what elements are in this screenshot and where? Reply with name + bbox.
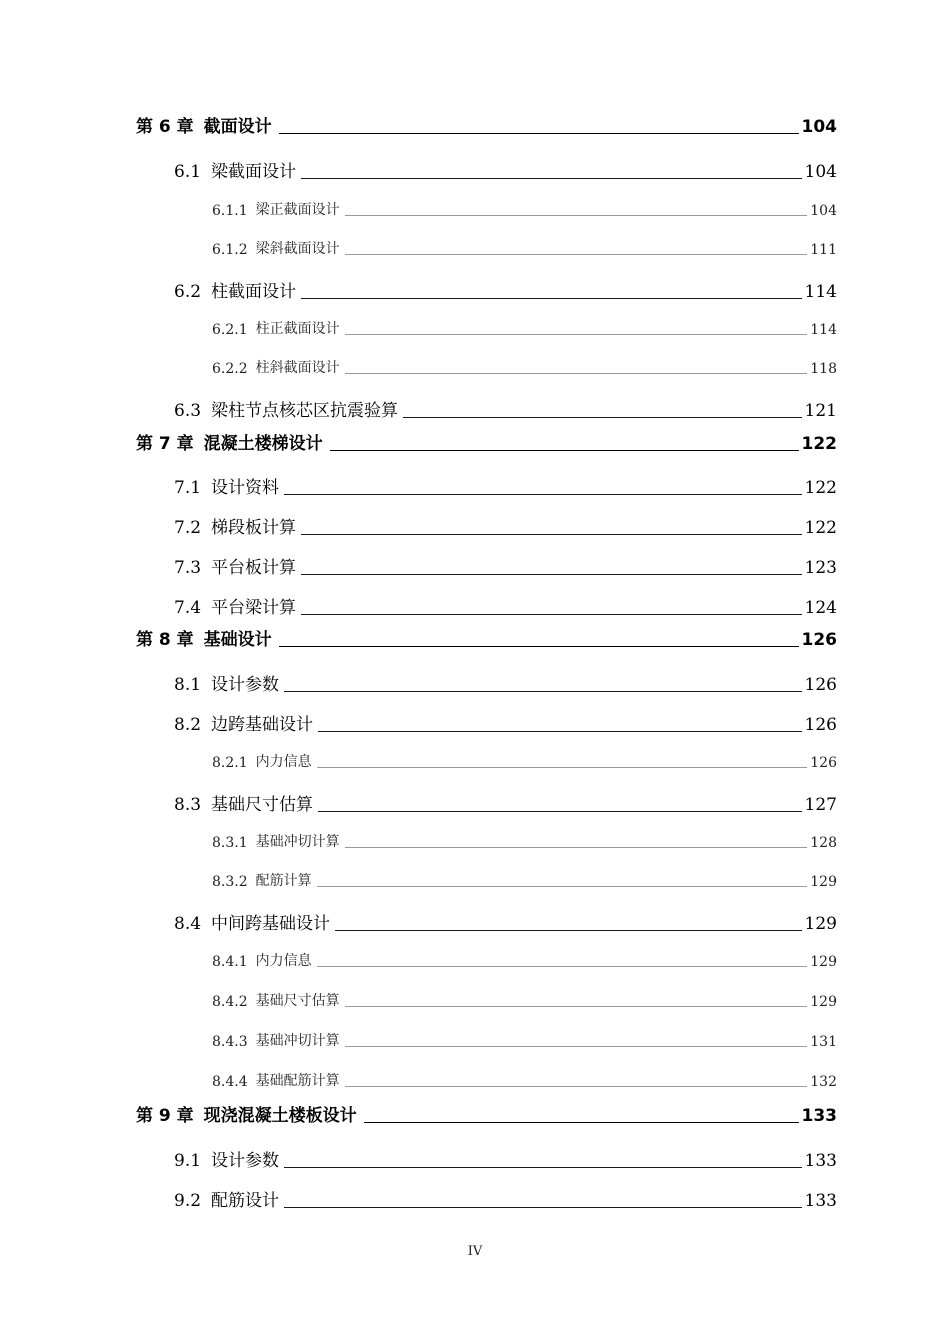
- toc-leader-line: [345, 373, 808, 374]
- toc-entry-page: 133: [801, 1106, 837, 1126]
- toc-entry-page: 131: [810, 1034, 837, 1050]
- toc-section-entry[interactable]: [174, 1147, 837, 1171]
- toc-entry-number: 7.4: [174, 598, 202, 618]
- toc-entry-title: 基础尺寸估算: [255, 993, 340, 1009]
- toc-entry-number: 8.4.4: [212, 1074, 248, 1090]
- toc-entry-number: 7.3: [174, 558, 202, 578]
- toc-leader-line: [279, 133, 799, 134]
- toc-leader-line: [284, 1167, 802, 1168]
- toc-entry-number: 第 9 章: [136, 1106, 194, 1126]
- toc-entry-page: 126: [810, 755, 837, 771]
- toc-entry-page: 122: [804, 518, 837, 538]
- toc-section-entry[interactable]: [174, 711, 837, 735]
- toc-entry-title: 设计参数: [211, 675, 280, 695]
- toc-entry-number: 7.1: [174, 478, 202, 498]
- toc-leader-line: [284, 1207, 802, 1208]
- toc-chapter-entry[interactable]: [136, 113, 837, 137]
- toc-entry-title: 基础设计: [203, 630, 272, 650]
- toc-section-entry[interactable]: [174, 910, 837, 934]
- toc-section-entry[interactable]: [174, 474, 837, 498]
- toc-entry-number: 8.1: [174, 675, 202, 695]
- toc-entry-title: 配筋计算: [255, 873, 312, 889]
- toc-entry-title: 基础配筋计算: [255, 1073, 340, 1089]
- toc-leader-line: [345, 215, 808, 216]
- toc-entry-title: 基础冲切计算: [255, 1033, 340, 1049]
- toc-entry-title: 梁截面设计: [211, 162, 297, 182]
- toc-leader-line: [317, 886, 808, 887]
- toc-entry-number: 8.4.2: [212, 994, 248, 1010]
- toc-entry-page: 129: [810, 994, 837, 1010]
- toc-leader-line: [301, 574, 802, 575]
- toc-section-entry[interactable]: [174, 594, 837, 618]
- toc-entry-title: 内力信息: [255, 953, 312, 969]
- toc-entry-number: 8.2: [174, 715, 202, 735]
- toc-entry-title: 混凝土楼梯设计: [203, 434, 323, 454]
- toc-entry-title: 设计参数: [211, 1151, 280, 1171]
- toc-entry-title: 梁正截面设计: [255, 202, 340, 218]
- toc-entry-title: 柱截面设计: [211, 282, 297, 302]
- toc-entry-title: 梁柱节点核芯区抗震验算: [211, 401, 399, 421]
- toc-entry-title: 配筋设计: [211, 1191, 280, 1211]
- toc-entry-number: 9.2: [174, 1191, 202, 1211]
- toc-entry-number: 第 6 章: [136, 117, 194, 137]
- toc-subsection-entry[interactable]: [212, 950, 837, 970]
- toc-entry-number: 6.2.1: [212, 322, 248, 338]
- toc-leader-line: [345, 1046, 808, 1047]
- toc-leader-line: [317, 966, 808, 967]
- toc-entry-page: 129: [810, 874, 837, 890]
- toc-leader-line: [284, 494, 802, 495]
- toc-entry-title: 内力信息: [255, 754, 312, 770]
- toc-entry-number: 8.3.1: [212, 835, 248, 851]
- toc-leader-line: [301, 614, 802, 615]
- toc-leader-line: [318, 731, 802, 732]
- toc-entry-number: 6.1: [174, 162, 202, 182]
- toc-entry-page: 121: [804, 401, 837, 421]
- toc-entry-number: 第 8 章: [136, 630, 194, 650]
- toc-leader-line: [345, 254, 808, 255]
- toc-subsection-entry[interactable]: [212, 831, 837, 851]
- toc-entry-page: 111: [810, 242, 837, 258]
- toc-entry-title: 基础冲切计算: [255, 834, 340, 850]
- toc-leader-line: [403, 417, 802, 418]
- toc-entry-page: 114: [804, 282, 837, 302]
- toc-section-entry[interactable]: [174, 671, 837, 695]
- toc-entry-page: 123: [804, 558, 837, 578]
- toc-entry-page: 128: [810, 835, 837, 851]
- toc-entry-title: 柱正截面设计: [255, 321, 340, 337]
- toc-entry-page: 104: [804, 162, 837, 182]
- toc-section-entry[interactable]: [174, 514, 837, 538]
- toc-entry-title: 柱斜截面设计: [255, 360, 340, 376]
- toc-entry-title: 边跨基础设计: [211, 715, 314, 735]
- toc-entry-page: 104: [801, 117, 837, 137]
- toc-subsection-entry[interactable]: [212, 1030, 837, 1050]
- toc-entry-page: 122: [804, 478, 837, 498]
- toc-entry-number: 8.4: [174, 914, 202, 934]
- toc-leader-line: [345, 334, 808, 335]
- toc-entry-title: 现浇混凝土楼板设计: [203, 1106, 357, 1126]
- toc-entry-number: 6.1.1: [212, 203, 248, 219]
- toc-leader-line: [284, 691, 802, 692]
- toc-entry-number: 8.4.3: [212, 1034, 248, 1050]
- toc-entry-title: 梁斜截面设计: [255, 241, 340, 257]
- toc-entry-number: 第 7 章: [136, 434, 194, 454]
- toc-entry-title: 平台板计算: [211, 558, 297, 578]
- toc-entry-page: 126: [801, 630, 837, 650]
- toc-leader-line: [317, 767, 808, 768]
- toc-entry-title: 截面设计: [203, 117, 272, 137]
- toc-subsection-entry[interactable]: [212, 751, 837, 771]
- toc-entry-page: 132: [810, 1074, 837, 1090]
- toc-entry-page: 124: [804, 598, 837, 618]
- toc-entry-number: 6.2.2: [212, 361, 248, 377]
- toc-subsection-entry[interactable]: [212, 318, 837, 338]
- toc-leader-line: [330, 450, 799, 451]
- toc-subsection-entry[interactable]: [212, 1070, 837, 1090]
- toc-leader-line: [301, 534, 802, 535]
- toc-leader-line: [335, 930, 802, 931]
- toc-entry-page: 104: [810, 203, 837, 219]
- toc-entry-title: 平台梁计算: [211, 598, 297, 618]
- toc-subsection-entry[interactable]: [212, 238, 837, 258]
- toc-section-entry[interactable]: [174, 158, 837, 182]
- toc-entry-number: 9.1: [174, 1151, 202, 1171]
- toc-entry-page: 129: [810, 954, 837, 970]
- toc-section-entry[interactable]: [174, 554, 837, 578]
- toc-subsection-entry[interactable]: [212, 357, 837, 377]
- toc-section-entry[interactable]: [174, 278, 837, 302]
- toc-chapter-entry[interactable]: [136, 1102, 837, 1126]
- toc-entry-page: 126: [804, 715, 837, 735]
- toc-subsection-entry[interactable]: [212, 990, 837, 1010]
- toc-entry-title: 设计资料: [211, 478, 280, 498]
- toc-leader-line: [345, 1086, 808, 1087]
- toc-entry-number: 7.2: [174, 518, 202, 538]
- toc-section-entry[interactable]: [174, 1187, 837, 1211]
- toc-entry-number: 6.3: [174, 401, 202, 421]
- toc-entry-page: 122: [801, 434, 837, 454]
- toc-entry-title: 基础尺寸估算: [211, 795, 314, 815]
- toc-leader-line: [301, 298, 802, 299]
- toc-entry-page: 126: [804, 675, 837, 695]
- toc-section-entry[interactable]: [174, 397, 837, 421]
- toc-entry-page: 127: [804, 795, 837, 815]
- toc-entry-page: 114: [810, 322, 837, 338]
- page-number-footer: IV: [467, 1244, 483, 1259]
- toc-leader-line: [318, 811, 802, 812]
- toc-subsection-entry[interactable]: [212, 199, 837, 219]
- toc-leader-line: [301, 178, 802, 179]
- toc-entry-page: 133: [804, 1151, 837, 1171]
- toc-entry-title: 中间跨基础设计: [211, 914, 331, 934]
- toc-leader-line: [364, 1122, 799, 1123]
- toc-entry-number: 6.1.2: [212, 242, 248, 258]
- toc-section-entry[interactable]: [174, 791, 837, 815]
- toc-entry-page: 133: [804, 1191, 837, 1211]
- toc-entry-page: 129: [804, 914, 837, 934]
- toc-entry-title: 梯段板计算: [211, 518, 297, 538]
- toc-subsection-entry[interactable]: [212, 870, 837, 890]
- toc-entry-number: 8.2.1: [212, 755, 248, 771]
- toc-entry-page: 118: [810, 361, 837, 377]
- toc-leader-line: [345, 847, 808, 848]
- toc-leader-line: [345, 1006, 808, 1007]
- toc-entry-number: 6.2: [174, 282, 202, 302]
- toc-entry-number: 8.3: [174, 795, 202, 815]
- toc-entry-number: 8.4.1: [212, 954, 248, 970]
- toc-leader-line: [279, 646, 799, 647]
- toc-entry-number: 8.3.2: [212, 874, 248, 890]
- toc-chapter-entry[interactable]: [136, 430, 837, 454]
- toc-chapter-entry[interactable]: [136, 626, 837, 650]
